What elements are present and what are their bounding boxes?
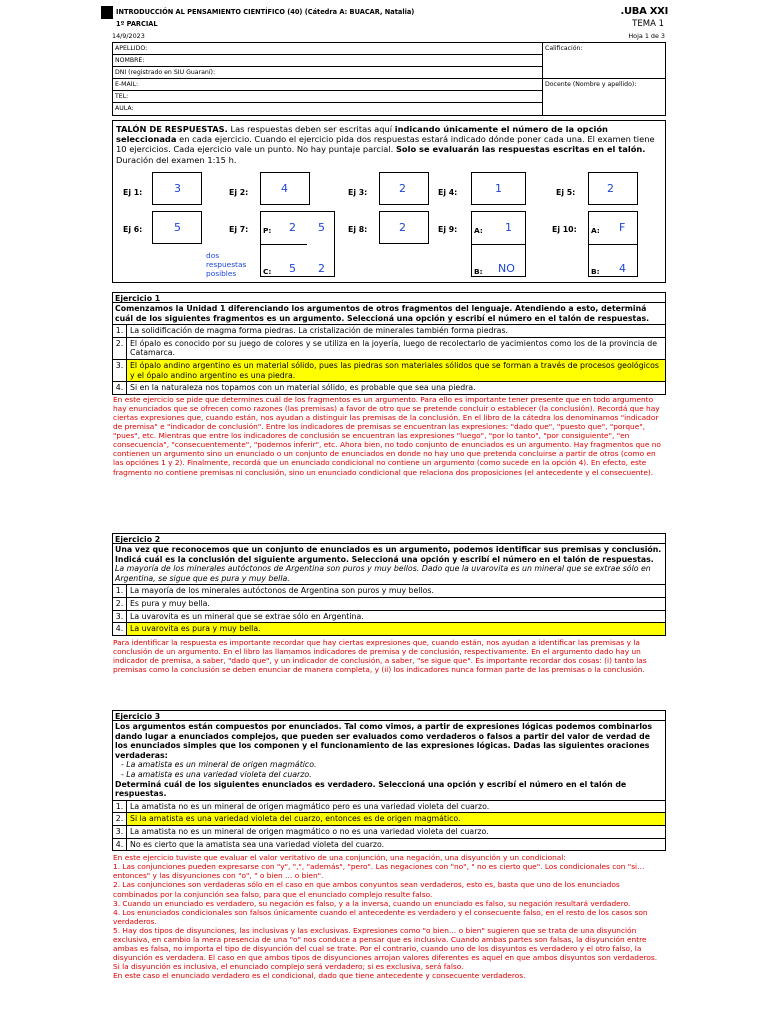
ej10-a-label: A: [591,226,600,235]
page-indicator: Hoja 1 de 3 [628,32,665,40]
ejercicio-3-instruction: Determiná cuál de los siguientes enunciados es verdadero. Seleccioná una opción y escribí el número en el talón de respuestas. [115,779,627,799]
ej1-answer: 3 [174,182,181,195]
ejercicio-1-option-correct: 3. El ópalo andino argentino es un material sólido, pues las piedras son materiales sólidos que se forman a través de procesos geológicos y el ópalo andino argentino es una piedra. [112,360,666,382]
ejercicio-2-argument: La mayoría de los minerales autóctonos de Argentina son puros y muy bellos. Dado que la uvarovita es un mineral que se extrae sólo en Argentina, se sigue que es pura y muy bella. [115,564,651,583]
ejercicio-3-question: Los argumentos están compuestos por enunciados. Tal como vimos, a partir de expresiones lógicas podemos combinarlos dando lugar a enunciados complejos, que pueden ser evaluados como verdaderos o falsos a partir del valor de verdad de los enunciados simples que los componen y el funcionamiento de las expresiones lógicas. Dadas las siguientes oraciones verdaderas: - La amatista es un mineral de origen magmático. - La amatista es una variedad violeta del cuarzo. Determiná cuál de los siguientes enunciados es verdadero. Seleccioná una opción y escribí el número en el talón de respuestas. [112,721,666,801]
ej4-answer: 1 [495,182,502,195]
ejercicio-3-option: 4. No es cierto que la amatista sea una variedad violeta del cuarzo. [112,839,666,852]
dos-respuestas-note: dos respuestas posibles [206,251,247,278]
ejercicio-2-option: 2. Es pura y muy bella. [112,598,666,611]
exam-tema: TEMA 1 [632,19,664,29]
ej7-conclusion-answer-1: 5 [289,262,296,275]
ej9-b-answer: NO [498,262,515,275]
apellido-field[interactable]: APELLIDO: [113,43,542,55]
ejercicio-1 [112,292,666,477]
ej9-a-label: A: [474,226,483,235]
header-mark [101,6,113,19]
tel-field[interactable]: TEL: [113,91,542,103]
grading-fields [543,43,665,115]
ej7-premise-answer-2: 5 [318,221,325,234]
student-info-box [112,42,666,116]
ej10-b-label: B: [591,267,600,276]
ejercicio-1-option: 1. La solidificación de magma forma piedras. La cristalización de minerales también forma piedras. [112,325,666,338]
ej7-premise-answer-1: 2 [289,221,296,234]
dni-field[interactable]: DNI (registrado en SIU Guaraní): [113,67,542,79]
ej4-label: Ej 4: [438,188,458,197]
ej10-a-answer: F [619,221,626,234]
docente-field[interactable]: Docente (Nombre y apellido): [545,81,637,88]
answer-sheet-instructions: TALÓN DE RESPUESTAS. Las respuestas deben ser escritas aquí indicando únicamente el número de la opción seleccionada en cada ejercicio. Cuando el ejercicio pida dos respuestas estará indicado dónde poner cada una. El examen tiene 10 ejercicios. Cada ejercicio vale un punto. No hay puntaje parcial. Solo se evaluarán las respuestas escritas en el talón. Duración del examen 1:15 h. [116,124,655,165]
ej10-divider [588,244,638,245]
ej8-answer: 2 [399,221,406,234]
calificacion-field[interactable]: Calificación: [543,43,665,79]
ejercicio-2-option: 1. La mayoría de los minerales autóctonos de Argentina son puros y muy bellos. [112,585,666,598]
ej5-label: Ej 5: [556,188,576,197]
ej7-premise-label: P: [263,226,272,235]
ej3-answer: 2 [399,182,406,195]
ej6-answer: 5 [174,221,181,234]
ej9-a-answer: 1 [505,221,512,234]
ej10-label: Ej 10: [552,225,577,234]
ej9-label: Ej 9: [438,225,458,234]
ejercicio-2 [112,533,666,674]
answer-sheet-title: TALÓN DE RESPUESTAS. [116,124,228,134]
ej7-conclusion-label: C: [263,267,272,276]
uba-logo: .UBA XXI [620,6,668,17]
ej1-label: Ej 1: [123,188,143,197]
ej9-divider [471,244,526,245]
ejercicio-1-option: 4. Si en la naturaleza nos topamos con un material sólido, es probable que sea una piedra. [112,382,666,395]
ejercicio-3-title: Ejercicio 3 [112,710,666,721]
course-title: INTRODUCCIÓN AL PENSAMIENTO CIENTÍFICO (40) (Cátedra A: BUACAR, Natalia) [116,8,415,16]
ejercicio-1-explanation: En este ejercicio se pide que determines cuál de los fragmentos es un argumento. Para ello es importante tener presente que en todo argumento hay enunciados que se ofrecen como razones (las premisas) a favor de otro que se pretende concluir o establecer (la conclusión). Recordá que hay ciertas expresiones que, cuando están, nos ayudan a distinguir las premisas de la conclusión. En el libro de la cátedra los denominamos "indicador de premisa" e "indicador de conclusión". Entre los indicadores de premisas se encuentran las expresiones: "dado que", "puesto que", "porque", "pues", etc. Mientras que entre los indicadores de conclusión se encuentran las expresiones "luego", "por lo tanto", "por consiguiente", "en consecuencia", "consecuentemente", "podemos inferir", etc. Ahora bien, no todo conjunto de enunciados es un argumento. Hay fragmentos que no contienen un argumento sino un enunciado o un conjunto de enunciados en donde no hay uno que pretenda concluirse a partir de otros (como en las opciónes 1 y 2). Finalmente, recordá que un enunciado condicional no contiene un argumento (como sucede en la opción 4). En efecto, este fragmento no contiene premisas ni conclusión, sino un enunciado condicional que relaciona dos proposiciones (el antecedente y el consecuente). [113,394,661,477]
ej5-answer: 2 [607,182,614,195]
answer-sheet [112,120,666,283]
ejercicio-2-option-correct: 4. La uvarovita es pura y muy bella. [112,623,666,636]
ejercicio-1-option: 2. El ópalo es conocido por su juego de colores y se utiliza en la joyería, luego de recolectarlo de yacimientos como los de la provincia de Catamarca. [112,338,666,360]
ejercicio-3-explanation: En este ejercicio tuviste que evaluar el valor veritativo de una conjunción, una negación, una disyunción y un condicional: 1. Las conjunciones pueden expresarse con "y", ",", "además", "pero". Las negaciones con "no", " no es cierto que". Los condicionales con "si… entonces" y las disyunciones con "o", " o bien … o bien". 2. Las conjunciones son verdaderas sólo en el caso en que ambos conyuntos sean verdaderos, esto es, basta que uno de los enunciados combinados por la conjunción sea falso, para que el enunciado complejo resulte falso. 3. Cuando un enunciado es verdadero, su negación es falso, y a la inversa, cuando un enunciado es falso, su negación resultará verdadero. 4. Los enunciados condicionales son falsos únicamente cuando el antecedente es verdadero y el consecuente falso, en el resto de los casos son verdaderos. 5. Hay dos tipos de disyunciones, las inclusivas y las exclusivas. Expresiones como "o bien… o bien" sugieren que se trata de una disyunción exclusiva, en cambio la mera presencia de una "o" nos conduce a pensar que es inclusiva. Cuando ambas partes son falsas, la disyunción entre ambas es falsa, no importa el tipo de disyunción del cual se trate. Por el contrario, cuando uno de los disyuntos es verdadero y el otro falso, la disyunción es verdadera. El caso en que ambos tipos de disyunciones arrojan valores diferentes es aquel en que ambos disyuntos son verdaderos. Si la disyunción es inclusiva, el enunciado complejo será verdadero; si es exclusiva, será falso. En este caso el enunciado verdadero es el condicional, dado que tiene antecedente y consecuente verdaderos. [113,853,658,981]
nombre-field[interactable]: NOMBRE: [113,55,542,67]
ejercicio-1-question: Comenzamos la Unidad 1 diferenciando los argumentos de otros fragmentos del lenguaje. Atendiendo a esto, determiná cuál de los siguientes fragmentos es un argumento. Seleccioná una opción y escribí el número en el talón de respuestas. [112,303,666,325]
aula-field[interactable]: AULA: [115,105,134,112]
ej7-conclusion-answer-2: 2 [318,262,325,275]
ejercicio-2-title: Ejercicio 2 [112,533,666,544]
ejercicio-2-option: 3. La uvarovita es un mineral que se extrae sólo en Argentina. [112,611,666,624]
ejercicio-1-title: Ejercicio 1 [112,292,666,303]
ej7-label: Ej 7: [229,225,249,234]
ej3-label: Ej 3: [348,188,368,197]
ejercicio-3-option-correct: 2. Si la amatista es una variedad violeta del cuarzo, entonces es de origen magmático. [112,813,666,826]
ej10-b-answer: 4 [619,262,626,275]
email-field[interactable]: E-MAIL: [113,79,542,91]
student-fields [113,43,543,115]
ejercicio-3-option: 1. La amatista no es un mineral de origen magmático pero es una variedad violeta del cuarzo. [112,801,666,814]
ejercicio-3-bullet: - La amatista es una variedad violeta del cuarzo. [121,769,312,779]
ejercicio-2-question: Una vez que reconocemos que un conjunto de enunciados es un argumento, podemos identificar sus premisas y conclusión. Indicá cuál es la conclusión del siguiente argumento. Seleccioná una opción y escribí el número en el talón de respuestas. La mayoría de los minerales autóctonos de Argentina son puros y muy bellos. Dado que la uvarovita es un mineral que se extrae sólo en Argentina, se sigue que es pura y muy bella. [112,544,666,585]
ejercicio-3-option: 3. La amatista no es un mineral de origen magmático o no es una variedad violeta del cuarzo. [112,826,666,839]
ej6-label: Ej 6: [123,225,143,234]
ej8-label: Ej 8: [348,225,368,234]
exam-date: 14/9/2023 [112,32,145,40]
exam-name: 1º PARCIAL [116,20,158,28]
ej2-answer: 4 [281,182,288,195]
ejercicio-2-explanation: Para identificar la respuesta es importante recordar que hay ciertas expresiones que, cuando están, nos ayudan a identificar las premisas y la conclusión de un argumento. En el libro las llamamos indicadores de premisa y de conclusión, respectivamente. En el argumento dado hay un indicador de premisa, a saber, "dado que", y un indicador de conclusión, a saber, "se sigue que". Es importante recordar dos cosas: (i) tanto las premisas como la conclusión se deben enunciar de manera completa, y (ii) los indicadores nunca forman parte de las premisas o la conclusión. [113,637,647,675]
ejercicio-3 [112,710,666,980]
ej9-b-label: B: [474,267,483,276]
ejercicio-3-bullet: - La amatista es un mineral de origen magmático. [121,760,317,770]
ej2-label: Ej 2: [229,188,249,197]
